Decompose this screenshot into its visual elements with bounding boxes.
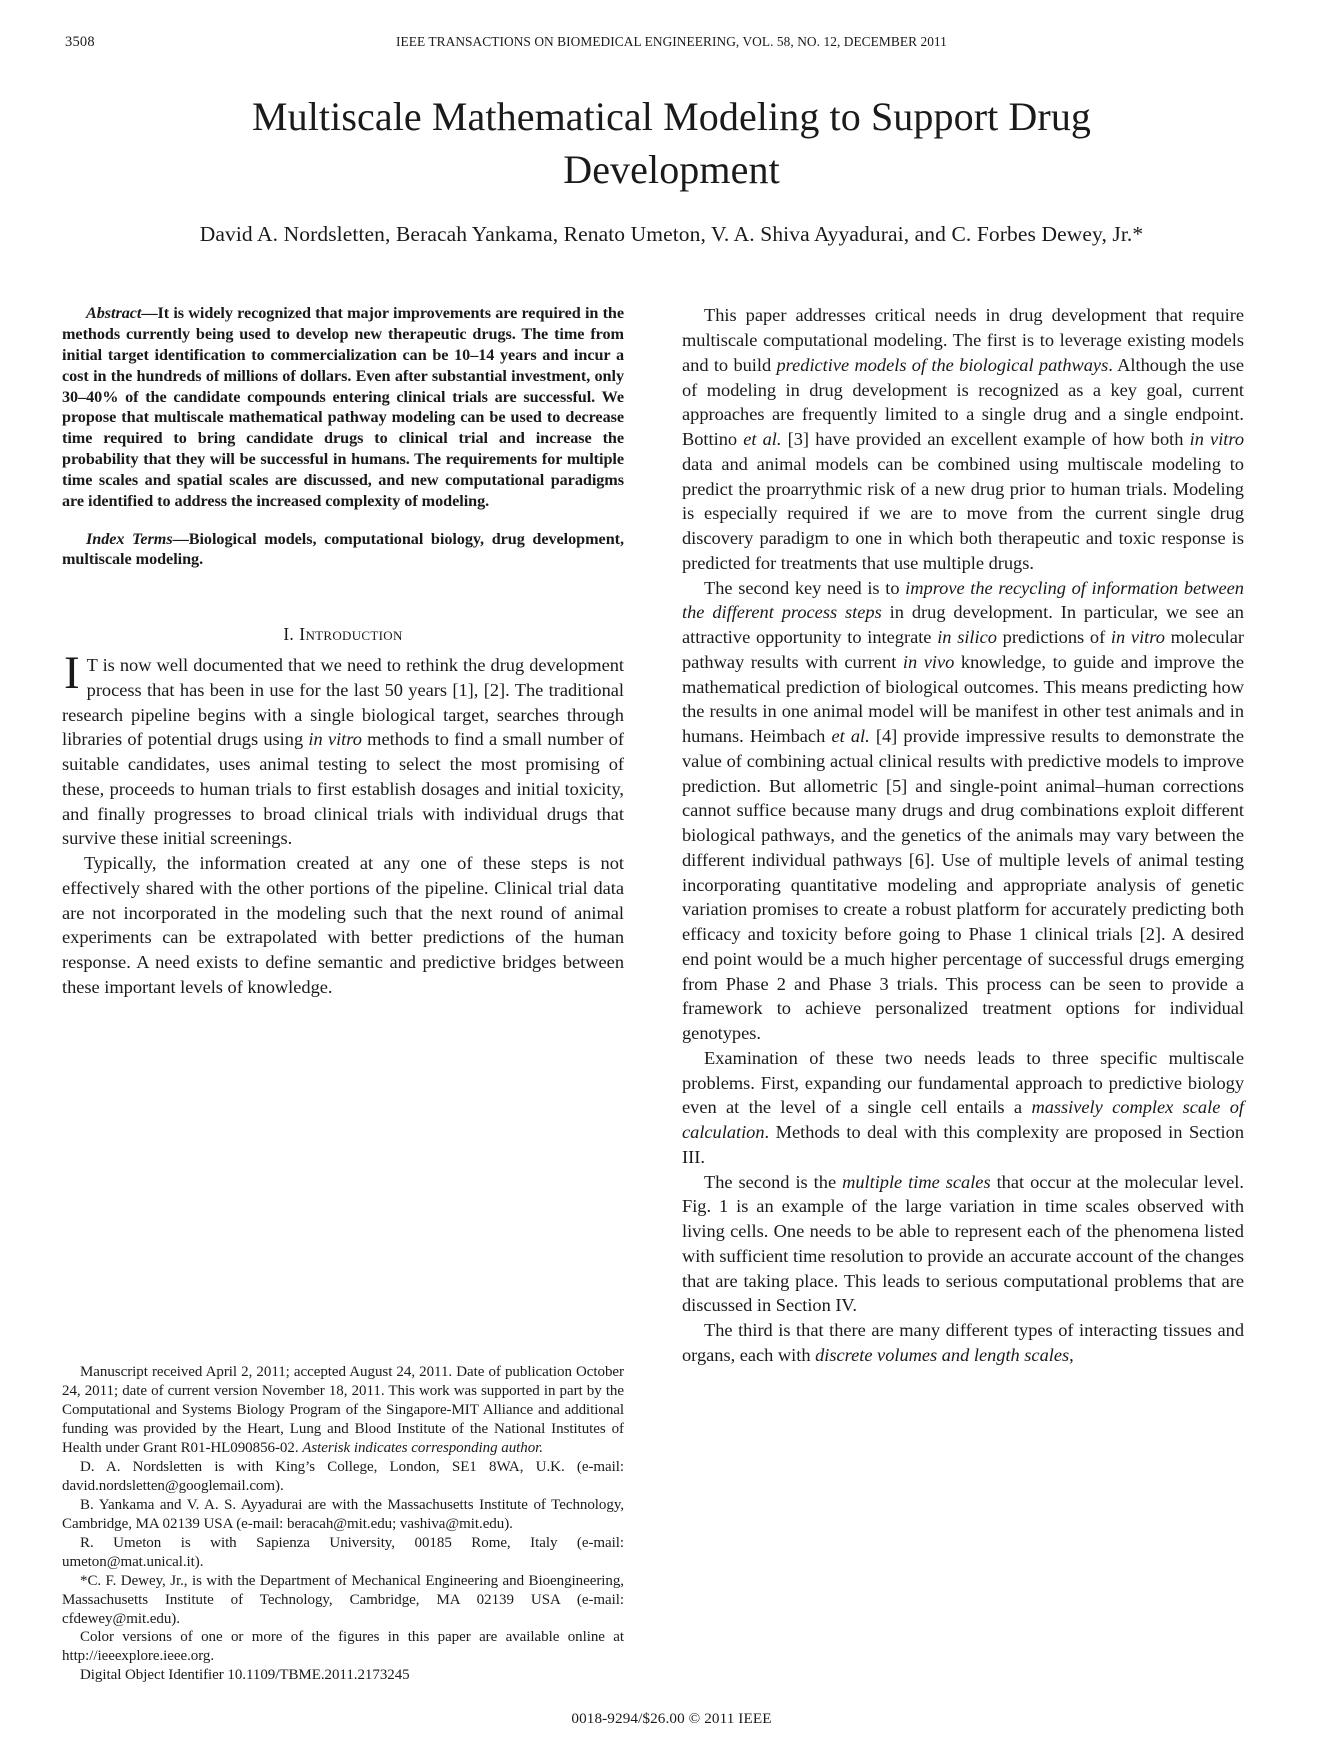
rp2-b: in drug development. In particular, we see an attractive opportunity to integrate	[682, 602, 1244, 648]
right-column	[682, 303, 1244, 1685]
rp2-italic-in-vivo: in vivo	[902, 651, 955, 672]
abstract-dash: —	[141, 304, 158, 323]
rp4-italic-multiple-time-scales: multiple time scales	[842, 1171, 991, 1192]
rp3-a: Examination of these two needs leads to three specific multiscale problems. First, expanding our fundamental approach to predictive biology even at the level of a single cell entails a	[682, 1047, 1244, 1118]
footnote-1-italic: Asterisk indicates corresponding author.	[302, 1439, 543, 1456]
rp2-d: molecular pathway results with current	[682, 627, 1244, 672]
rp1-italic-in-vitro: in vitro	[1189, 429, 1244, 450]
footnote-area	[62, 1356, 624, 1685]
rp2-a: The second key need is to	[704, 577, 906, 598]
index-terms-dash: —	[172, 529, 189, 548]
footnote-author-affiliation-3: R. Umeton is with Sapienza University, 00185 Rome, Italy (e-mail: umeton@mat.unical.it).	[62, 1534, 624, 1570]
body-columns	[62, 303, 1281, 1685]
footnote-author-affiliation-2: B. Yankama and V. A. S. Ayyadurai are with the Massachusetts Institute of Technology, Cambridge, MA 02139 USA (e-mail: beracah@mit.edu; vashiva@mit.edu).	[62, 1496, 624, 1532]
rp2-italic-et-al: et al.	[831, 726, 870, 747]
rp1-c: [3] have provided an excellent example of how both	[781, 429, 1190, 450]
drop-cap: I	[64, 647, 80, 700]
right-paragraph-3	[682, 1046, 1244, 1170]
page-title: Multiscale Mathematical Modeling to Support Drug Development	[251, 94, 1092, 193]
footnote-manuscript-history	[62, 1363, 624, 1458]
rp1-italic-predictive-models: predictive models of the biological pathways	[776, 354, 1109, 375]
left-column	[62, 303, 624, 1685]
footnote-1-text: Manuscript received April 2, 2011; accepted August 24, 2011. Date of publication October 24, 2011; date of current version November 18, 2011. This work was supported in part by the Computational and Systems Biology Program of the Singapore-MIT Alliance and additional funding was provided by the Heart, Lung and Blood Institute of the National Institutes of Health under Grant R01-HL090856-02.	[62, 1363, 624, 1456]
page-footer: 0018-9294/$26.00 © 2011 IEEE	[571, 1710, 772, 1727]
abstract-text: It is widely recognized that major improvements are required in the methods currently being used to develop new therapeutic drugs. The time from initial target identification to commercialization can be 10–14 years and incur a cost in the hundreds of millions of dollars. Even after substantial investment, only 30–40% of the candidate compounds entering clinical trials are successful. We propose that multiscale mathematical pathway modeling can be used to decrease time required to bring candidate drugs to clinical trial and increase the probability that they will be successful in humans. The requirements for multiple time scales and spatial scales are discussed, and new computational paradigms are identified to address the increased complexity of modeling.	[62, 304, 624, 510]
index-terms-text: Biological models, computational biology, drug development, multiscale modeling.	[62, 529, 624, 569]
intro-p1-part-a: T is now well documented that we need to rethink the drug development process that has been in use for the last 50 years [1], [2]. The traditional research pipeline begins with a single biological target, searches through libraries of potential drugs using	[62, 655, 624, 750]
rp2-italic-in-silico: in silico	[937, 627, 997, 648]
right-paragraph-2	[682, 576, 1244, 1046]
index-terms-paragraph	[62, 529, 624, 571]
intro-paragraph-2: Typically, the information created at any one of these steps is not effectively shared with the other portions of the pipeline. Clinical trial data are not incorporated in the modeling such that the next round of animal experiments can be extrapolated with better predictions of the human response. A need exists to define semantic and predictive bridges between these important levels of knowledge.	[62, 853, 624, 997]
rp4-a: The second is the	[704, 1171, 843, 1192]
footnote-doi: Digital Object Identifier 10.1109/TBME.2011.2173245	[80, 1667, 410, 1684]
rp1-a: This paper addresses critical needs in drug development that require multiscale computational modeling. The first is to leverage existing models and to build	[682, 305, 1244, 375]
right-paragraph-5	[682, 1318, 1244, 1368]
rp5-a: The third is that there are many different types of interacting tissues and organs, each with	[682, 1320, 1244, 1365]
rp2-italic-recycling: improve the recycling of information between the different process steps	[682, 577, 1244, 623]
section-numeral: I.	[283, 624, 295, 645]
rp2-e: knowledge, to guide and improve the mathematical prediction of biological outcomes. This means predicting how the results in one animal model will be manifest in other test animals and in humans. Heimbach	[682, 651, 1244, 747]
section-name: Introduction	[299, 624, 403, 645]
footnote-author-affiliation-1: D. A. Nordsletten is with King’s College, London, SE1 8WA, U.K. (e-mail: david.nordsletten@googlemail.com).	[62, 1458, 624, 1494]
journal-reference: IEEE TRANSACTIONS ON BIOMEDICAL ENGINEERING, VOL. 58, NO. 12, DECEMBER 2011	[396, 34, 947, 49]
author-list: David A. Nordsletten, Beracah Yankama, Renato Umeton, V. A. Shiva Ayyadurai, and C. Forbes Dewey, Jr.*	[199, 222, 1144, 247]
footnote-rule	[62, 1356, 244, 1357]
rp1-d: data and animal models can be combined using multiscale modeling to predict the proarrythmic risk of a new drug prior to human trials. Modeling is especially required if we are to move from the current single drug discovery paradigm to one in which both therapeutic and toxic response is predicted for treatments that use multiple drugs.	[682, 453, 1244, 573]
abstract-label: Abstract	[86, 304, 142, 323]
rp4-b: that occur at the molecular level. Fig. 1 is an example of the large variation in time scales observed with living cells. One needs to be able to represent each of the phenomena listed with sufficient time resolution to provide an accurate account of the changes that are taking place. This leads to serious computational problems that are discussed in Section IV.	[682, 1171, 1244, 1316]
page-number: 3508	[65, 34, 95, 50]
intro-paragraph-1	[62, 647, 625, 851]
footnote-color-versions: Color versions of one or more of the figures in this paper are available online at http://ieeexplore.ieee.org.	[62, 1629, 624, 1665]
rp2-italic-in-vitro: in vitro	[1110, 627, 1165, 648]
rp1-italic-et-al: et al.	[743, 429, 782, 450]
title-block	[62, 90, 1281, 247]
intro-p1-italic-in-vitro: in vitro	[308, 729, 362, 750]
rp3-b: . Methods to deal with this complexity are proposed in Section III.	[682, 1122, 1244, 1167]
rp5-b: ,	[1069, 1344, 1074, 1365]
rp1-b: . Although the use of modeling in drug development is recognized as a key goal, current approaches are frequently limited to a single drug and a single endpoint. Bottino	[682, 354, 1244, 450]
right-paragraph-1	[682, 303, 1244, 575]
right-paragraph-4	[682, 1170, 1244, 1319]
section-heading-introduction	[62, 624, 624, 645]
rp3-italic-massively-complex: massively complex scale of calculation	[682, 1097, 1244, 1143]
rp5-italic-discrete-volumes: discrete volumes and length scales	[815, 1344, 1070, 1365]
intro-p1-part-b: methods to find a small number of suitable candidates, uses animal testing to select the most promising of these, proceeds to human trials to first establish dosages and initial toxicity, and finally progresses to broad clinical trials with individual drugs that survive these initial screenings.	[62, 729, 625, 849]
rp2-c: predictions of	[996, 627, 1111, 648]
rp2-f: [4] provide impressive results to demonstrate the value of combining actual clinical results with predictive models to improve prediction. But allometric [5] and single-point animal–human corrections cannot suffice because many drugs and drug combinations exploit different biological pathways, and the genetics of the animals may vary between the different individual pathways [6]. Use of multiple levels of animal testing incorporating quantitative modeling and appropriate analysis of genetic variation promises to create a robust platform for accurately predicting both efficacy and toxicity before going to Phase 1 clinical trials [2]. A desired end point would be a much higher percentage of successful drugs emerging from Phase 2 and Phase 3 trials. This process can be seen to provide a framework to achieve personalized treatment options for individual genotypes.	[682, 726, 1244, 1044]
index-terms-label: Index Terms	[86, 529, 173, 548]
footnote-author-affiliation-4: *C. F. Dewey, Jr., is with the Department of Mechanical Engineering and Bioengineering, Massachusetts Institute of Technology, Cambridge, MA 02139 USA (e-mail: cfdewey@mit.edu).	[62, 1572, 624, 1627]
abstract-paragraph	[62, 303, 624, 511]
running-head	[62, 30, 1281, 56]
